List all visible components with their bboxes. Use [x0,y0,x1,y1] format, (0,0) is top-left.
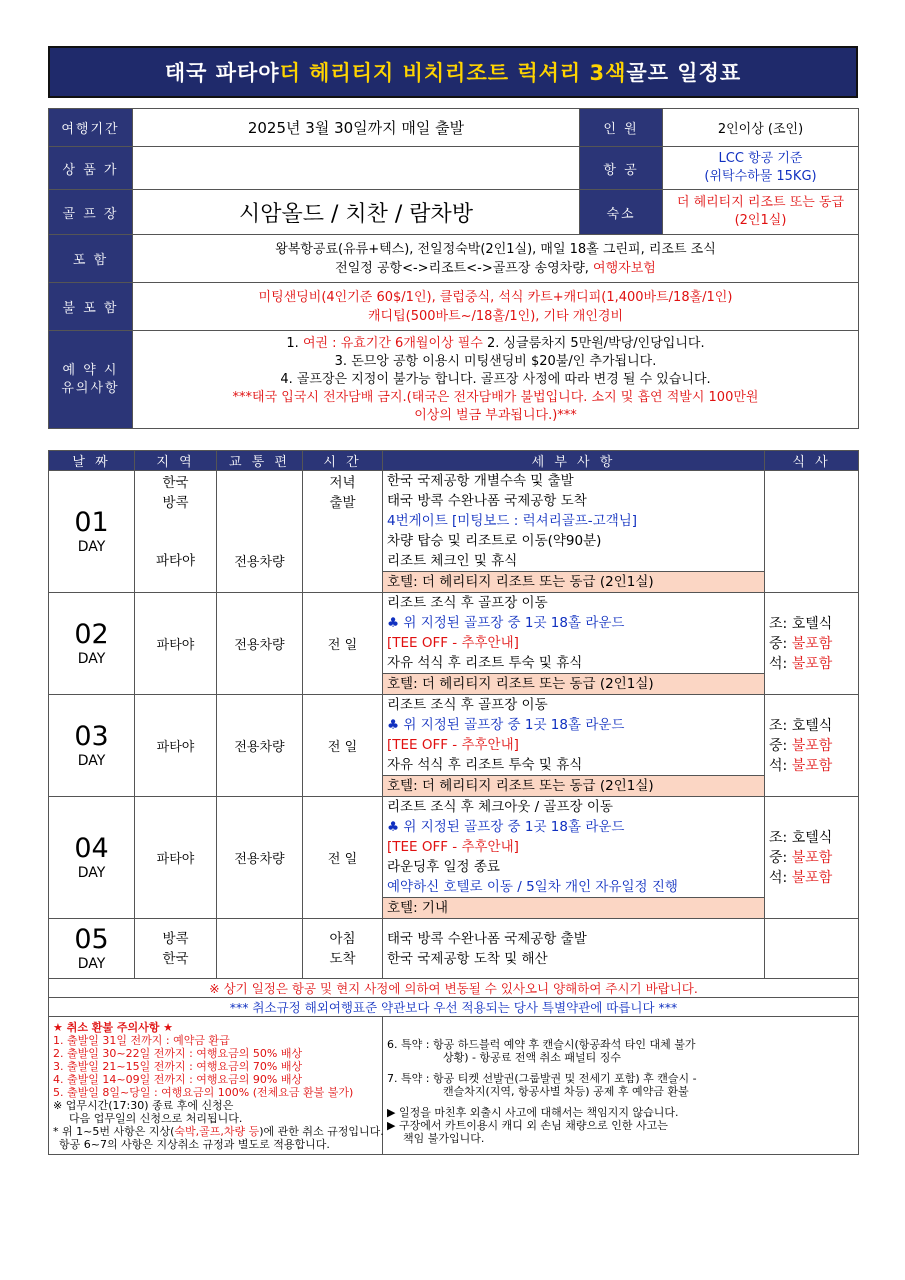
day-row-1 [49,471,859,593]
day2-place: 파타야 [135,593,217,695]
people-label: 인 원 [580,109,663,147]
cancel-rule8c: )에 관한 취소 규정입니다. [259,1124,384,1138]
cancel-rule8a: * 위 1~5번 사항은 지상( [53,1124,175,1138]
day-row-2 [49,593,859,695]
day3-place: 파타야 [135,695,217,797]
note-line4: ***태국 입국시 전자담배 금지.(태국은 전자담배가 불법입니다. 소지 및 흡연 적발시 100만원 [232,389,759,405]
day1-hotel: 호텔: 더 헤리티지 리조트 또는 동급 (2인1실) [383,571,764,592]
day1-time1: 저녁 [329,475,356,491]
special-7b: 캔슬차지(지역, 항공사별 차등) 공제 후 예약금 환불 [443,1084,689,1098]
page-title [48,46,858,98]
incl-line2 [137,259,854,278]
day-label-2 [49,593,135,695]
header-time: 시 간 [303,451,383,471]
period-value: 2025년 3월 30일까지 매일 출발 [133,109,580,147]
day-text-2: DAY [77,650,106,667]
day3-transport: 전용차량 [217,695,303,797]
day4-meal [765,797,859,919]
note-value [133,331,859,429]
day5-place2: 한국 [162,950,189,967]
cancel-title: ★ 취소 환불 주의사항 ★ [53,1020,174,1034]
header-date: 날 짜 [49,451,135,471]
day-text-4: DAY [77,864,106,881]
excl-value [133,283,859,331]
day3-line3: [TEE OFF - 추후안내] [387,737,519,753]
day1-place3: 파타야 [155,553,196,569]
day2-line1: 리조트 조식 후 골프장 이동 [387,595,548,611]
day2-meal3 [769,654,854,674]
day-label-4 [49,797,135,919]
excl-line1: 미팅샌딩비(4인기준 60$/1인), 클럽중식, 석식 카트+캐디피(1,400바트/18홀/1인) [258,289,733,305]
special-b2a: ▶ 구장에서 카트이용시 캐디 외 손님 채량으로 인한 사고는 [387,1118,668,1132]
day4-line1: 리조트 조식 후 체크아웃 / 골프장 이동 [387,799,613,815]
day-num-5: 05 [74,923,109,955]
special-b2b: 책임 불가입니다. [403,1131,485,1145]
day-label-3 [49,695,135,797]
day1-place [135,471,217,593]
note-line1 [137,335,854,353]
day1-line1: 한국 국제공항 개별수속 및 출발 [387,473,574,489]
special-terms [383,1017,859,1155]
day1-meal [765,471,859,593]
note-line2: 3. 돈므앙 공항 이용시 미팅샌딩비 $20불/인 추가됩니다. [334,353,657,369]
day5-time1: 아침 [329,930,356,947]
stay-line1: 더 헤리티지 리조트 또는 동급 [676,195,845,210]
meal-label: 중: [769,849,792,866]
day5-transport [217,919,303,979]
day-num-3: 03 [74,720,109,752]
air-value [663,147,859,190]
day4-line2: ♣ 위 지정된 골프장 중 1곳 18홀 라운드 [387,819,625,835]
day-text-1: DAY [77,538,106,555]
schedule-header [49,451,859,471]
day-text-5: DAY [77,955,106,972]
note-line1c: 2. 싱글룸차지 5만원/박당/인당입니다. [482,335,705,351]
price-label: 상 품 가 [49,147,133,190]
meal-value: 호텔식 [791,829,833,846]
meal-value: 불포함 [791,849,833,866]
day3-time: 전 일 [303,695,383,797]
meal-label: 석: [769,869,792,886]
notice-cancel-policy: *** 취소규정 해외여행표준 약관보다 우선 적용되는 당사 특별약관에 따릅니다 *** [49,998,859,1017]
note-line3: 4. 골프장은 지정이 불가능 합니다. 골프장 사정에 따라 변경 될 수 있습니다. [280,371,711,387]
day1-time2: 출발 [329,495,356,511]
cancel-rule2: 2. 출발일 30~22일 전까지 : 여행요금의 50% 배상 [53,1046,303,1060]
air-label: 항 공 [580,147,663,190]
day4-line5: 예약하신 호텔로 이동 / 5일차 개인 자유일정 진행 [387,879,678,895]
day3-meal3 [769,756,854,776]
special-7a: 7. 특약 : 항공 티켓 선발권(그룹발권 및 전세기 포함) 후 캔슬시 - [387,1071,697,1085]
day5-line1: 태국 방콕 수완나폼 국제공항 출발 [387,930,587,947]
day4-meal2 [769,848,854,868]
day3-line1: 리조트 조식 후 골프장 이동 [387,697,548,713]
day-num-4: 04 [74,832,109,864]
meal-label: 조: [769,829,792,846]
meal-label: 중: [769,737,792,754]
air-line2: (위탁수하물 15KG) [704,169,817,184]
day2-meal1 [769,614,854,634]
title-part3: 골프 일정표 [626,61,742,85]
golf-label: 골 프 장 [49,190,133,235]
note-label [49,331,133,429]
stay-line2: (2인1실) [734,213,787,228]
special-6b: 상황) - 항공료 전액 취소 패널티 징수 [443,1050,622,1064]
note-label1: 예 약 시 [62,362,119,378]
day5-place [135,919,217,979]
day2-meal2 [769,634,854,654]
day2-transport: 전용차량 [217,593,303,695]
day-row-3 [49,695,859,797]
day3-meal2 [769,736,854,756]
excl-line2: 캐디팁(500바트~/18홀/1인), 기타 개인경비 [367,308,624,324]
cancel-rule6: ※ 업무시간(17:30) 종료 후에 신청은 [53,1098,234,1112]
header-detail: 세 부 사 항 [383,451,765,471]
day3-meal1 [769,716,854,736]
meal-value: 불포함 [791,655,833,672]
meal-label: 조: [769,615,792,632]
day5-time2: 도착 [329,950,356,967]
day4-hotel: 호텔: 기내 [383,897,764,918]
stay-label: 숙소 [580,190,663,235]
notice-schedule-change: ※ 상기 일정은 항공 및 현지 사정에 의하여 변동될 수 있사오니 양해하여 주시기 바랍니다. [49,979,859,998]
incl-value [133,235,859,283]
note-line5: 이상의 벌금 부과됩니다.)*** [414,407,577,423]
schedule-table [48,450,859,1155]
day-text-3: DAY [77,752,106,769]
cancel-rule8 [53,1124,384,1138]
day5-detail [383,919,765,979]
meal-label: 조: [769,717,792,734]
day4-meal1 [769,828,854,848]
meal-value: 불포함 [791,869,833,886]
day1-place1: 한국 [162,475,189,491]
day2-time: 전 일 [303,593,383,695]
stay-value [663,190,859,235]
day4-line4: 라운딩후 일정 종료 [387,859,500,875]
air-line1: LCC 항공 기준 [718,151,803,166]
cancel-rule9: 항공 6~7의 사항은 지상취소 규정과 별도로 적용합니다. [59,1137,330,1151]
day-label-1 [49,471,135,593]
info-table [48,108,859,429]
header-transport: 교 통 편 [217,451,303,471]
meal-label: 석: [769,655,792,672]
day5-place1: 방콕 [162,930,189,947]
day4-place: 파타야 [135,797,217,919]
day2-line3: [TEE OFF - 추후안내] [387,635,519,651]
cancel-rule7: 다음 업무일의 신청으로 처리됩니다. [69,1111,243,1125]
day-num-1: 01 [74,506,109,538]
day1-line4: 차량 탑승 및 리조트로 이동(약90분) [387,533,602,549]
cancel-rule8b: 숙박,골프,차량 등 [174,1124,260,1138]
day1-time [303,471,383,593]
day3-meal [765,695,859,797]
day1-place2: 방콕 [162,495,189,511]
cancel-rule3: 3. 출발일 21~15일 전까지 : 여행요금의 70% 배상 [53,1059,303,1073]
day4-line3: [TEE OFF - 추후안내] [387,839,519,855]
meal-value: 불포함 [791,757,833,774]
note-label2: 유의사항 [61,380,120,396]
day3-detail [383,695,765,797]
cancel-rule4: 4. 출발일 14~09일 전까지 : 여행요금의 90% 배상 [53,1072,303,1086]
day4-detail [383,797,765,919]
day-num-2: 02 [74,618,109,650]
day1-line5: 리조트 체크인 및 휴식 [387,553,518,569]
meal-label: 석: [769,757,792,774]
meal-value: 호텔식 [791,615,833,632]
title-part1: 태국 파타야 [164,61,280,85]
incl-label: 포 함 [49,235,133,283]
day1-detail [383,471,765,593]
day4-meal3 [769,868,854,888]
meal-label: 중: [769,635,792,652]
meal-value: 불포함 [791,635,833,652]
day2-line4: 자유 석식 후 리조트 투숙 및 휴식 [387,655,583,671]
day1-line3: 4번게이트 [미팅보드 : 럭셔리골프-고객님] [387,513,638,529]
title-part2: 더 헤리티지 비치리조트 럭셔리 3색 [279,61,627,85]
special-6a: 6. 특약 : 항공 하드블럭 예약 후 캔슬시(항공좌석 타인 대체 불가 [387,1037,696,1051]
incl-line1: 왕복항공료(유류+텍스), 전일정숙박(2인1실), 매일 18홀 그린피, 리조트 조식 [275,241,716,257]
day5-time [303,919,383,979]
incl-insurance: 여행자보험 [593,260,656,276]
day4-time: 전 일 [303,797,383,919]
special-b1: ▶ 일정을 마친후 외출시 사고에 대해서는 책임지지 않습니다. [387,1105,679,1119]
cancel-rule1: 1. 출발일 31일 전까지 : 예약금 환급 [53,1033,230,1047]
day5-line2: 한국 국제공항 도착 및 해산 [387,950,548,967]
header-meal: 식 사 [765,451,859,471]
day2-meal [765,593,859,695]
price-value [133,147,580,190]
golf-value: 시암올드 / 치찬 / 람차방 [133,190,580,235]
note-passport: 여권 : 유효기간 6개월이상 필수 [302,335,483,351]
day2-detail [383,593,765,695]
day-row-4 [49,797,859,919]
period-label: 여행기간 [49,109,133,147]
day5-meal [765,919,859,979]
day4-transport: 전용차량 [217,797,303,919]
note-line1a: 1. [286,335,303,351]
incl-line2a: 전일정 공항<->리조트<->골프장 송영차량, [335,260,594,276]
excl-label: 불 포 함 [49,283,133,331]
day-row-5 [49,919,859,979]
people-value: 2인이상 (조인) [663,109,859,147]
day3-line2: ♣ 위 지정된 골프장 중 1곳 18홀 라운드 [387,717,625,733]
cancel-rule5: 5. 출발일 8일~당일 : 여행요금의 100% (전체요금 환불 불가) [53,1085,354,1099]
day3-line4: 자유 석식 후 리조트 투숙 및 휴식 [387,757,583,773]
meal-value: 불포함 [791,737,833,754]
day-label-5 [49,919,135,979]
header-place: 지 역 [135,451,217,471]
day1-line2: 태국 방콕 수완나폼 국제공항 도착 [387,493,587,509]
cancel-rules [49,1017,383,1155]
day1-transport: 전용차량 [217,471,303,593]
meal-value: 호텔식 [791,717,833,734]
day2-line2: ♣ 위 지정된 골프장 중 1곳 18홀 라운드 [387,615,625,631]
day3-hotel: 호텔: 더 헤리티지 리조트 또는 동급 (2인1실) [383,775,764,796]
day2-hotel: 호텔: 더 헤리티지 리조트 또는 동급 (2인1실) [383,673,764,694]
